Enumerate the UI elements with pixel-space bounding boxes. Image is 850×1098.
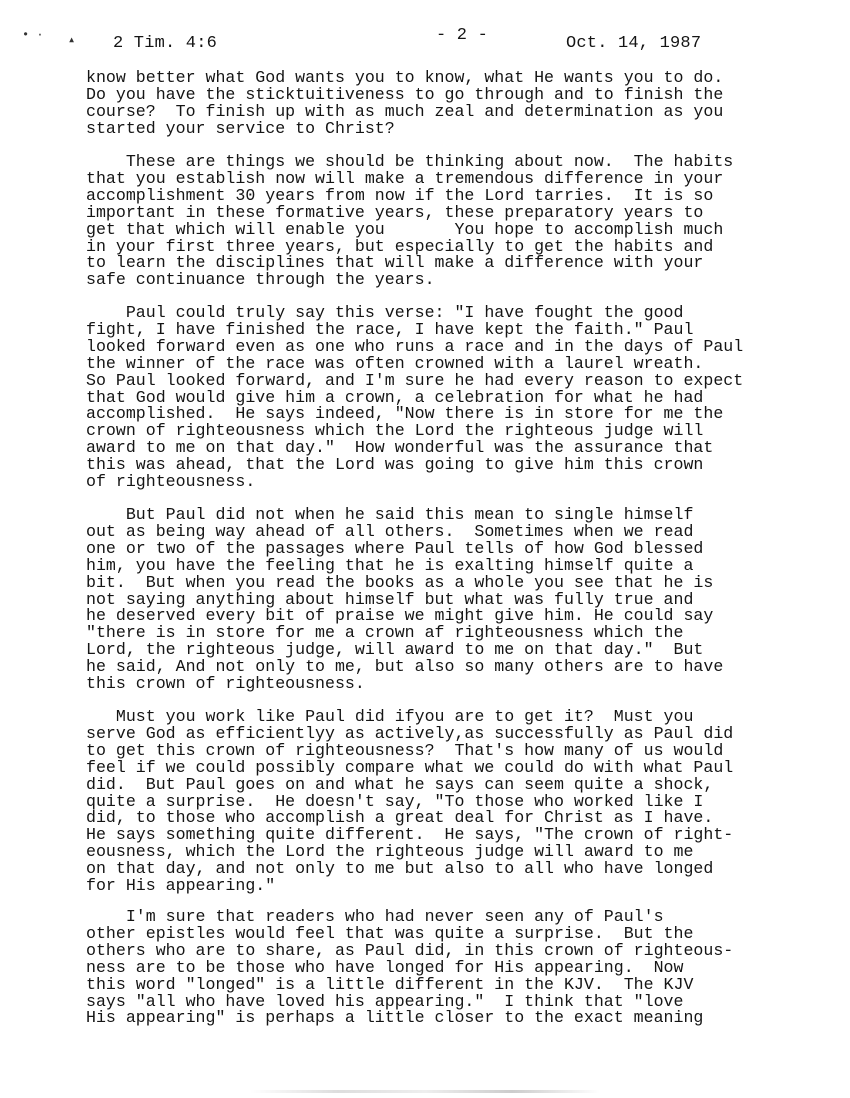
text-line: important in these formative years, these preparatory years to	[86, 202, 704, 222]
text-line: out as being way ahead of all others. Sometimes when we read	[86, 521, 694, 541]
text-line: Must you work like Paul did ifyou are to get it? Must you	[86, 707, 694, 726]
text-line: of righteousness.	[86, 472, 256, 491]
text-line: bit. But when you read the books as a whole you see that he is	[86, 572, 714, 592]
scripture-reference: 2 Tim. 4:6	[113, 34, 218, 53]
text-line: did, to those who accomplish a great deal for Christ as I have.	[86, 808, 714, 828]
text-line: His appearing" is perhaps a little closer to the exact meaning	[86, 1008, 704, 1028]
text-line: this word "longed" is a little different in the KJV. The KJV	[86, 974, 694, 994]
text-line: "there is in store for me a crown af righteousness which the	[86, 623, 684, 643]
text-line: him, you have the feeling that he is exalting himself quite a	[86, 555, 694, 575]
text-line: So Paul looked forward, and I'm sure he had every reason to expect	[86, 370, 744, 390]
text-line: know better what God wants you to know, what He wants you to do.	[86, 68, 724, 87]
text-line: that you establish now will make a tremendous difference in your	[86, 168, 724, 188]
text-line: get that which will enable you You hope to accomplish much	[86, 219, 724, 239]
text-line: feel if we could possibly compare what we could do with what Paul	[86, 757, 734, 777]
text-line: serve God as efficientlyy as actively,as successfully as Paul did	[86, 723, 734, 743]
bottom-smudge	[250, 1090, 600, 1093]
text-line: for His appearing."	[86, 876, 276, 895]
text-line: award to me on that day." How wonderful was the assurance that	[86, 438, 714, 458]
text-line: crown of righteousness which the Lord the righteous judge will	[86, 421, 704, 441]
text-line: one or two of the passages where Paul tells of how God blessed	[86, 538, 704, 558]
text-line: to get this crown of righteousness? That's how many of us would	[86, 740, 724, 760]
text-line: fight, I have finished the race, I have kept the faith." Paul	[86, 319, 694, 339]
text-line: did. But Paul goes on and what he says can seem quite a shock,	[86, 774, 714, 794]
text-line: other epistles would feel that was quite a surprise. But the	[86, 923, 694, 943]
text-line: looked forward even as one who runs a race and in the days of Paul	[86, 336, 744, 356]
text-line: safe continuance through the years.	[86, 270, 435, 290]
text-line: quite a surprise. He doesn't say, "To those who worked like I	[86, 791, 704, 811]
document-date: Oct. 14, 1987	[566, 34, 702, 53]
text-line: Lord, the righteous judge, will award to me on that day." But	[86, 640, 704, 660]
text-line: to learn the disciplines that will make a difference with your	[86, 253, 704, 273]
text-line: I'm sure that readers who had never seen any of Paul's	[86, 907, 664, 926]
text-line: says "all who have loved his appearing." I think that "love	[86, 991, 684, 1011]
text-line: Do you have the sticktuitiveness to go through and to finish the	[86, 84, 724, 104]
text-line: started your service to Christ?	[86, 118, 395, 138]
text-line: that God would give him a crown, a celebration for what he had	[86, 387, 704, 407]
text-line: not saying anything about himself but what was fully true and	[86, 589, 694, 609]
page-number: - 2 -	[436, 26, 489, 45]
text-line: He says something quite different. He says, "The crown of right-	[86, 825, 734, 845]
text-line: the winner of the race was often crowned with a laurel wreath.	[86, 353, 704, 373]
margin-speck-2: ▴	[68, 33, 76, 47]
text-line: this was ahead, that the Lord was going to give him this crown	[86, 455, 704, 475]
text-line: this crown of righteousness.	[86, 674, 365, 693]
text-line: course? To finish up with as much zeal and determination as you	[86, 101, 724, 121]
text-line: on that day, and not only to me but also to all who have longed	[86, 859, 714, 879]
text-line: Paul could truly say this verse: "I have fought the good	[86, 303, 684, 322]
text-line: ness are to be those who have longed for His appearing. Now	[86, 957, 684, 977]
text-line: others who are to share, as Paul did, in this crown of righteous-	[86, 940, 734, 960]
text-line: he deserved every bit of praise we might give him. He could say	[86, 606, 714, 626]
margin-speck: • ·	[22, 28, 44, 42]
text-line: These are things we should be thinking about now. The habits	[86, 152, 734, 171]
text-line: in your first three years, but especially to get the habits and	[86, 236, 714, 256]
text-line: But Paul did not when he said this mean to single himself	[86, 505, 694, 524]
text-line: he said, And not only to me, but also so many others are to have	[86, 657, 724, 677]
text-line: accomplishment 30 years from now if the Lord tarries. It is so	[86, 185, 714, 205]
text-line: eousness, which the Lord the righteous judge will award to me	[86, 842, 694, 862]
text-line: accomplished. He says indeed, "Now there is in store for me the	[86, 404, 724, 424]
